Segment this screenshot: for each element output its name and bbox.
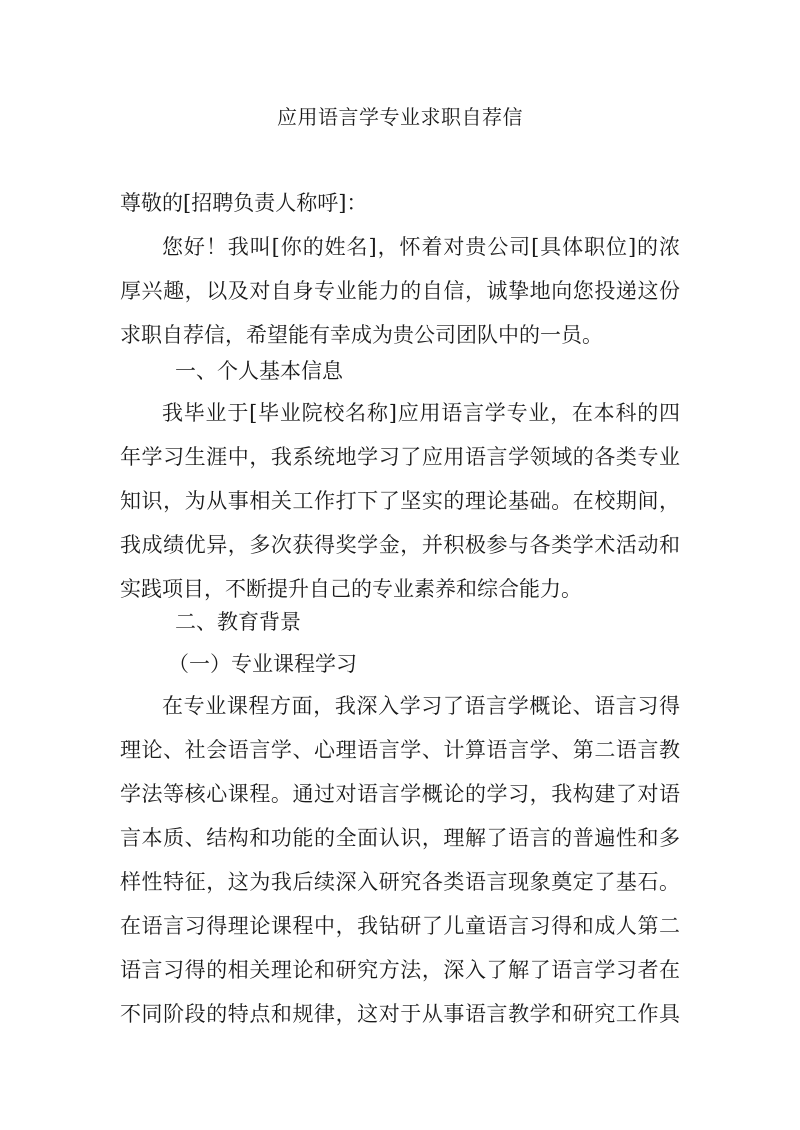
sub-heading-courses: （一）专业课程学习 (168, 652, 357, 676)
intro-line: 求职自荐信，希望能有幸成为贵公司团队中的一员。 (120, 323, 603, 347)
courses-line: 语言习得的相关理论和研究方法，深入了解了语言学习者在 (120, 958, 680, 982)
personal-info-line: 年学习生涯中，我系统地学习了应用语言学领域的各类专业 (120, 445, 680, 469)
courses-line: 学法等核心课程。通过对语言学概论的学习，我构建了对语 (120, 782, 680, 806)
personal-info-line: 实践项目，不断提升自己的专业素养和综合能力。 (120, 577, 582, 601)
salutation: 尊敬的[招聘负责人称呼]： (120, 191, 368, 215)
section-heading-education: 二、教育背景 (175, 610, 301, 634)
document-title: 应用语言学专业求职自荐信 (277, 105, 523, 129)
courses-line: 言本质、结构和功能的全面认识，理解了语言的普遍性和多 (120, 826, 680, 850)
intro-paragraph (120, 225, 680, 357)
courses-line: 在语言习得理论课程中，我钻研了儿童语言习得和成人第二 (120, 914, 680, 938)
personal-info-line: 我毕业于[毕业院校名称]应用语言学专业，在本科的四 (162, 401, 680, 425)
courses-line: 样性特征，这为我后续深入研究各类语言现象奠定了基石。 (120, 870, 680, 894)
personal-info-line: 知识，为从事相关工作打下了坚实的理论基础。在校期间， (120, 489, 680, 513)
personal-info-line: 我成绩优异，多次获得奖学金，并积极参与各类学术活动和 (120, 533, 680, 557)
courses-line: 在专业课程方面，我深入学习了语言学概论、语言习得 (162, 694, 680, 718)
courses-line: 理论、社会语言学、心理语言学、计算语言学、第二语言教 (120, 738, 680, 762)
courses-line: 不同阶段的特点和规律，这对于从事语言教学和研究工作具 (120, 1002, 680, 1026)
courses-paragraph (120, 684, 680, 1036)
intro-line: 厚兴趣，以及对自身专业能力的自信，诚挚地向您投递这份 (120, 279, 680, 303)
personal-info-paragraph (120, 391, 680, 611)
intro-line: 您好！我叫[你的姓名]，怀着对贵公司[具体职位]的浓 (162, 235, 680, 259)
section-heading-personal-info: 一、个人基本信息 (175, 359, 343, 383)
